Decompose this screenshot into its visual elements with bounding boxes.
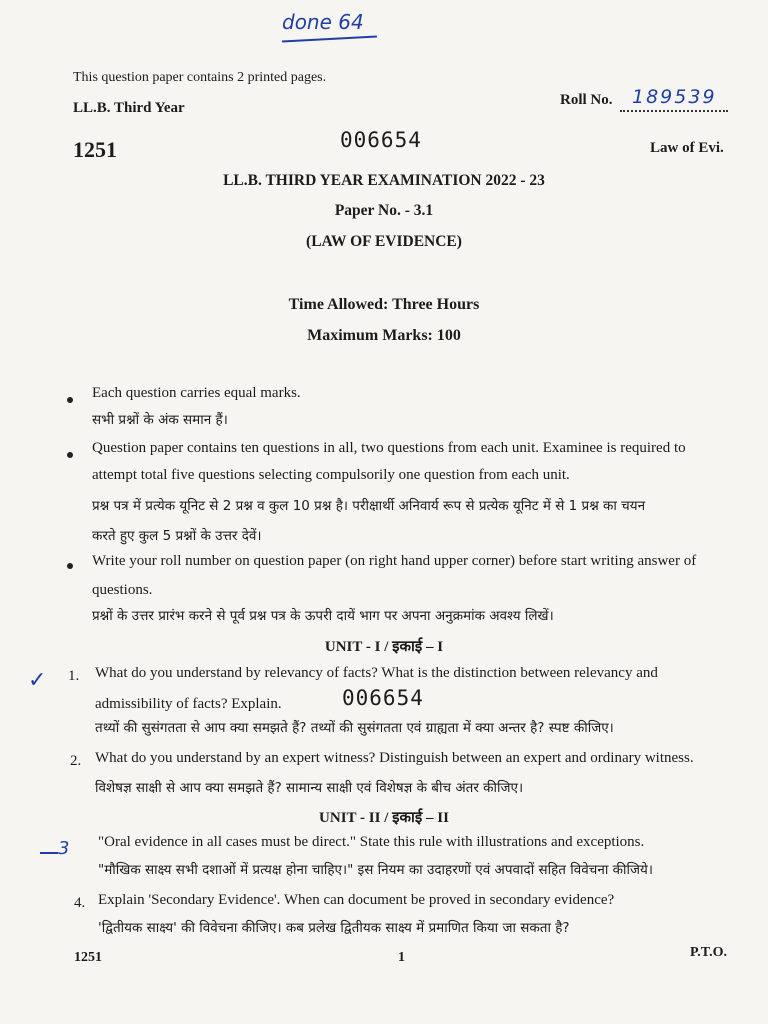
unit-1-heading: UNIT - I / इकाई – I <box>324 639 444 655</box>
question-1-en-line-1: What do you understand by relevancy of facts? What is the distinction between relevancy and <box>95 665 658 681</box>
unit-2-heading: UNIT - II / इकाई – II <box>319 810 449 826</box>
handwritten-note-text: done 64 <box>282 10 364 34</box>
bullet-icon <box>67 397 73 403</box>
handwritten-underline <box>282 36 377 43</box>
handwritten-question-mark: 3 <box>58 838 70 859</box>
question-2-number: 2. <box>70 753 82 769</box>
instruction-2-hi-line-2: करते हुए कुल 5 प्रश्नों के उत्तर देवें। <box>92 528 262 544</box>
question-1-hi: तथ्यों की सुसंगतता से आप क्या समझते हैं? तथ्यों की सुसंगतता एवं ग्राह्यता में क्या अन्तर है? स्पष्ट कीजिए। <box>95 720 614 736</box>
question-3-hi: "मौखिक साक्ष्य सभी दशाओं में प्रत्यक्ष होना चाहिए।" इस नियम का उदाहरणों एवं अपवादों सहित विवेचना कीजिये। <box>98 862 653 878</box>
handwritten-dash <box>40 852 58 854</box>
bullet-icon <box>67 563 73 569</box>
pto-label: P.T.O. <box>690 945 727 960</box>
roll-dotted-line <box>620 110 728 112</box>
time-allowed: Time Allowed: Three Hours <box>288 296 480 313</box>
course-label: LL.B. Third Year <box>73 100 185 116</box>
question-4-hi: 'द्वितीयक साक्ष्य' की विवेचना कीजिए। कब प्रलेख द्वितीयक साक्ष्य में प्रमाणित किया जा सकता है? <box>98 920 570 936</box>
bullet-icon <box>67 452 73 458</box>
exam-title: LL.B. THIRD YEAR EXAMINATION 2022 - 23 <box>223 172 545 189</box>
handwritten-note <box>282 10 364 34</box>
instruction-1-en-line-1: Each question carries equal marks. <box>92 385 301 401</box>
serial-number-stamp: 006654 <box>342 686 424 710</box>
footer-code: 1251 <box>74 950 102 965</box>
instruction-1-hi-line-1: सभी प्रश्नों के अंक समान हैं। <box>92 412 228 428</box>
instruction-2-en-line-2: attempt total five questions selecting compulsorily one question from each unit. <box>92 467 570 483</box>
instruction-2-en-line-1: Question paper contains ten questions in all, two questions from each unit. Examinee is required to <box>92 440 686 456</box>
paper-number: Paper No. - 3.1 <box>334 202 434 219</box>
subject-short: Law of Evi. <box>650 140 724 156</box>
question-4-en-line-1: Explain 'Secondary Evidence'. When can document be proved in secondary evidence? <box>98 892 615 908</box>
pages-note: This question paper contains 2 printed pages. <box>73 70 327 85</box>
instruction-3-en-line-2: questions. <box>92 582 153 598</box>
instruction-3-en-line-1: Write your roll number on question paper (on right hand upper corner) before start writing answer of <box>92 553 697 569</box>
question-1-en-line-2: admissibility of facts? Explain. <box>95 696 282 712</box>
maximum-marks: Maximum Marks: 100 <box>307 327 461 344</box>
question-2-en-line-1: What do you understand by an expert witness? Distinguish between an expert and ordinary witness. <box>95 750 694 766</box>
roll-label: Roll No. <box>560 92 613 108</box>
question-4-number: 4. <box>74 895 86 911</box>
instruction-3-hi-line-1: प्रश्नों के उत्तर प्रारंभ करने से पूर्व प्रश्न पत्र के ऊपरी दायें भाग पर अपना अनुक्रमांक अवश्य लिखें। <box>92 608 554 624</box>
tick-mark-icon: ✓ <box>28 668 47 693</box>
paper-code: 1251 <box>73 137 117 162</box>
serial-number: 006654 <box>340 128 422 152</box>
page-number: 1 <box>398 950 405 965</box>
question-2-hi: विशेषज्ञ साक्षी से आप क्या समझते हैं? सामान्य साक्षी एवं विशेषज्ञ के बीच अंतर कीजिए। <box>95 780 524 796</box>
instruction-2-hi-line-1: प्रश्न पत्र में प्रत्येक यूनिट से 2 प्रश्न व कुल 10 प्रश्न है। परीक्षार्थी अनिवार्य रूप से प्रत्येक यूनिट में से 1 प्रश्न का चयन <box>92 498 646 514</box>
roll-number-handwritten: 189539 <box>632 86 717 108</box>
subject-title: (LAW OF EVIDENCE) <box>306 233 462 250</box>
question-3-en-line-1: "Oral evidence in all cases must be direct." State this rule with illustrations and exceptions. <box>98 834 645 850</box>
question-1-number: 1. <box>68 668 80 684</box>
